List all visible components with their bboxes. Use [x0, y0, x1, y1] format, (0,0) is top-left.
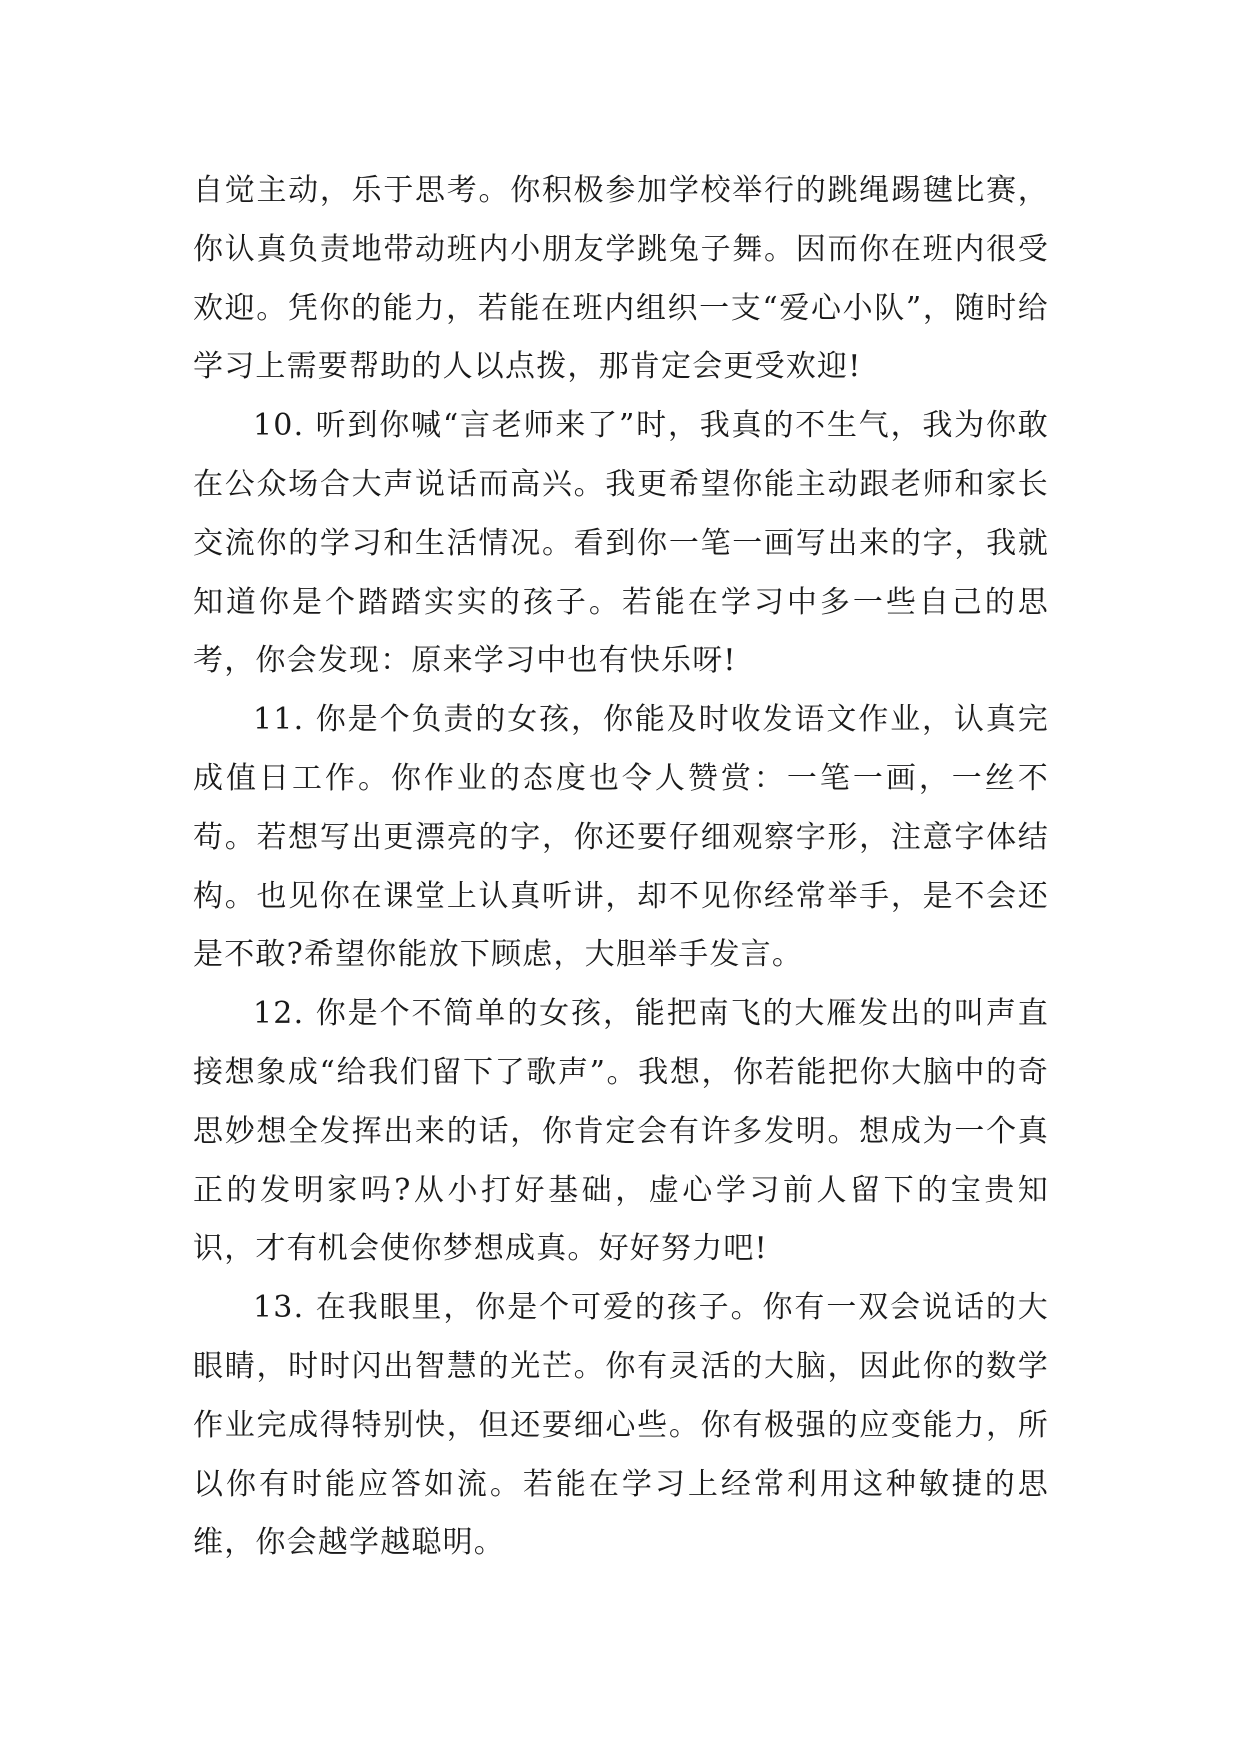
paragraph-continuation: 自觉主动，乐于思考。你积极参加学校举行的跳绳踢毽比赛，你认真负责地带动班内小朋友学跳兔子舞。因而你在班内很受欢迎。凭你的能力，若能在班内组织一支“爱心小队”，随时给学习上需要帮助的人以点拨，那肯定会更受欢迎!: [193, 173, 1049, 385]
paragraph-item-12: 12. 你是个不简单的女孩，能把南飞的大雁发出的叫声直接想象成“给我们留下了歌声”。我想，你若能把你大脑中的奇思妙想全发挥出来的话，你肯定会有许多发明。想成为一个真正的发明家吗?从小打好基础，虚心学习前人留下的宝贵知识，才有机会使你梦想成真。好好努力吧!: [193, 996, 1049, 1267]
paragraph-item-10: 10. 听到你喊“言老师来了”时，我真的不生气，我为你敢在公众场合大声说话而高兴。我更希望你能主动跟老师和家长交流你的学习和生活情况。看到你一笔一画写出来的字，我就知道你是个踏踏实实的孩子。若能在学习中多一些自己的思考，你会发现：原来学习中也有快乐呀!: [193, 408, 1049, 679]
document-body: [193, 162, 1049, 1573]
paragraph-item-13: 13. 在我眼里，你是个可爱的孩子。你有一双会说话的大眼睛，时时闪出智慧的光芒。你有灵活的大脑，因此你的数学作业完成得特别快，但还要细心些。你有极强的应变能力，所以你有时能应答如流。若能在学习上经常利用这种敏捷的思维，你会越学越聪明。: [193, 1290, 1049, 1561]
paragraph-item-11: 11. 你是个负责的女孩，你能及时收发语文作业，认真完成值日工作。你作业的态度也令人赞赏：一笔一画，一丝不苟。若想写出更漂亮的字，你还要仔细观察字形，注意字体结构。也见你在课堂上认真听讲，却不见你经常举手，是不会还是不敢?希望你能放下顾虑，大胆举手发言。: [193, 702, 1049, 973]
